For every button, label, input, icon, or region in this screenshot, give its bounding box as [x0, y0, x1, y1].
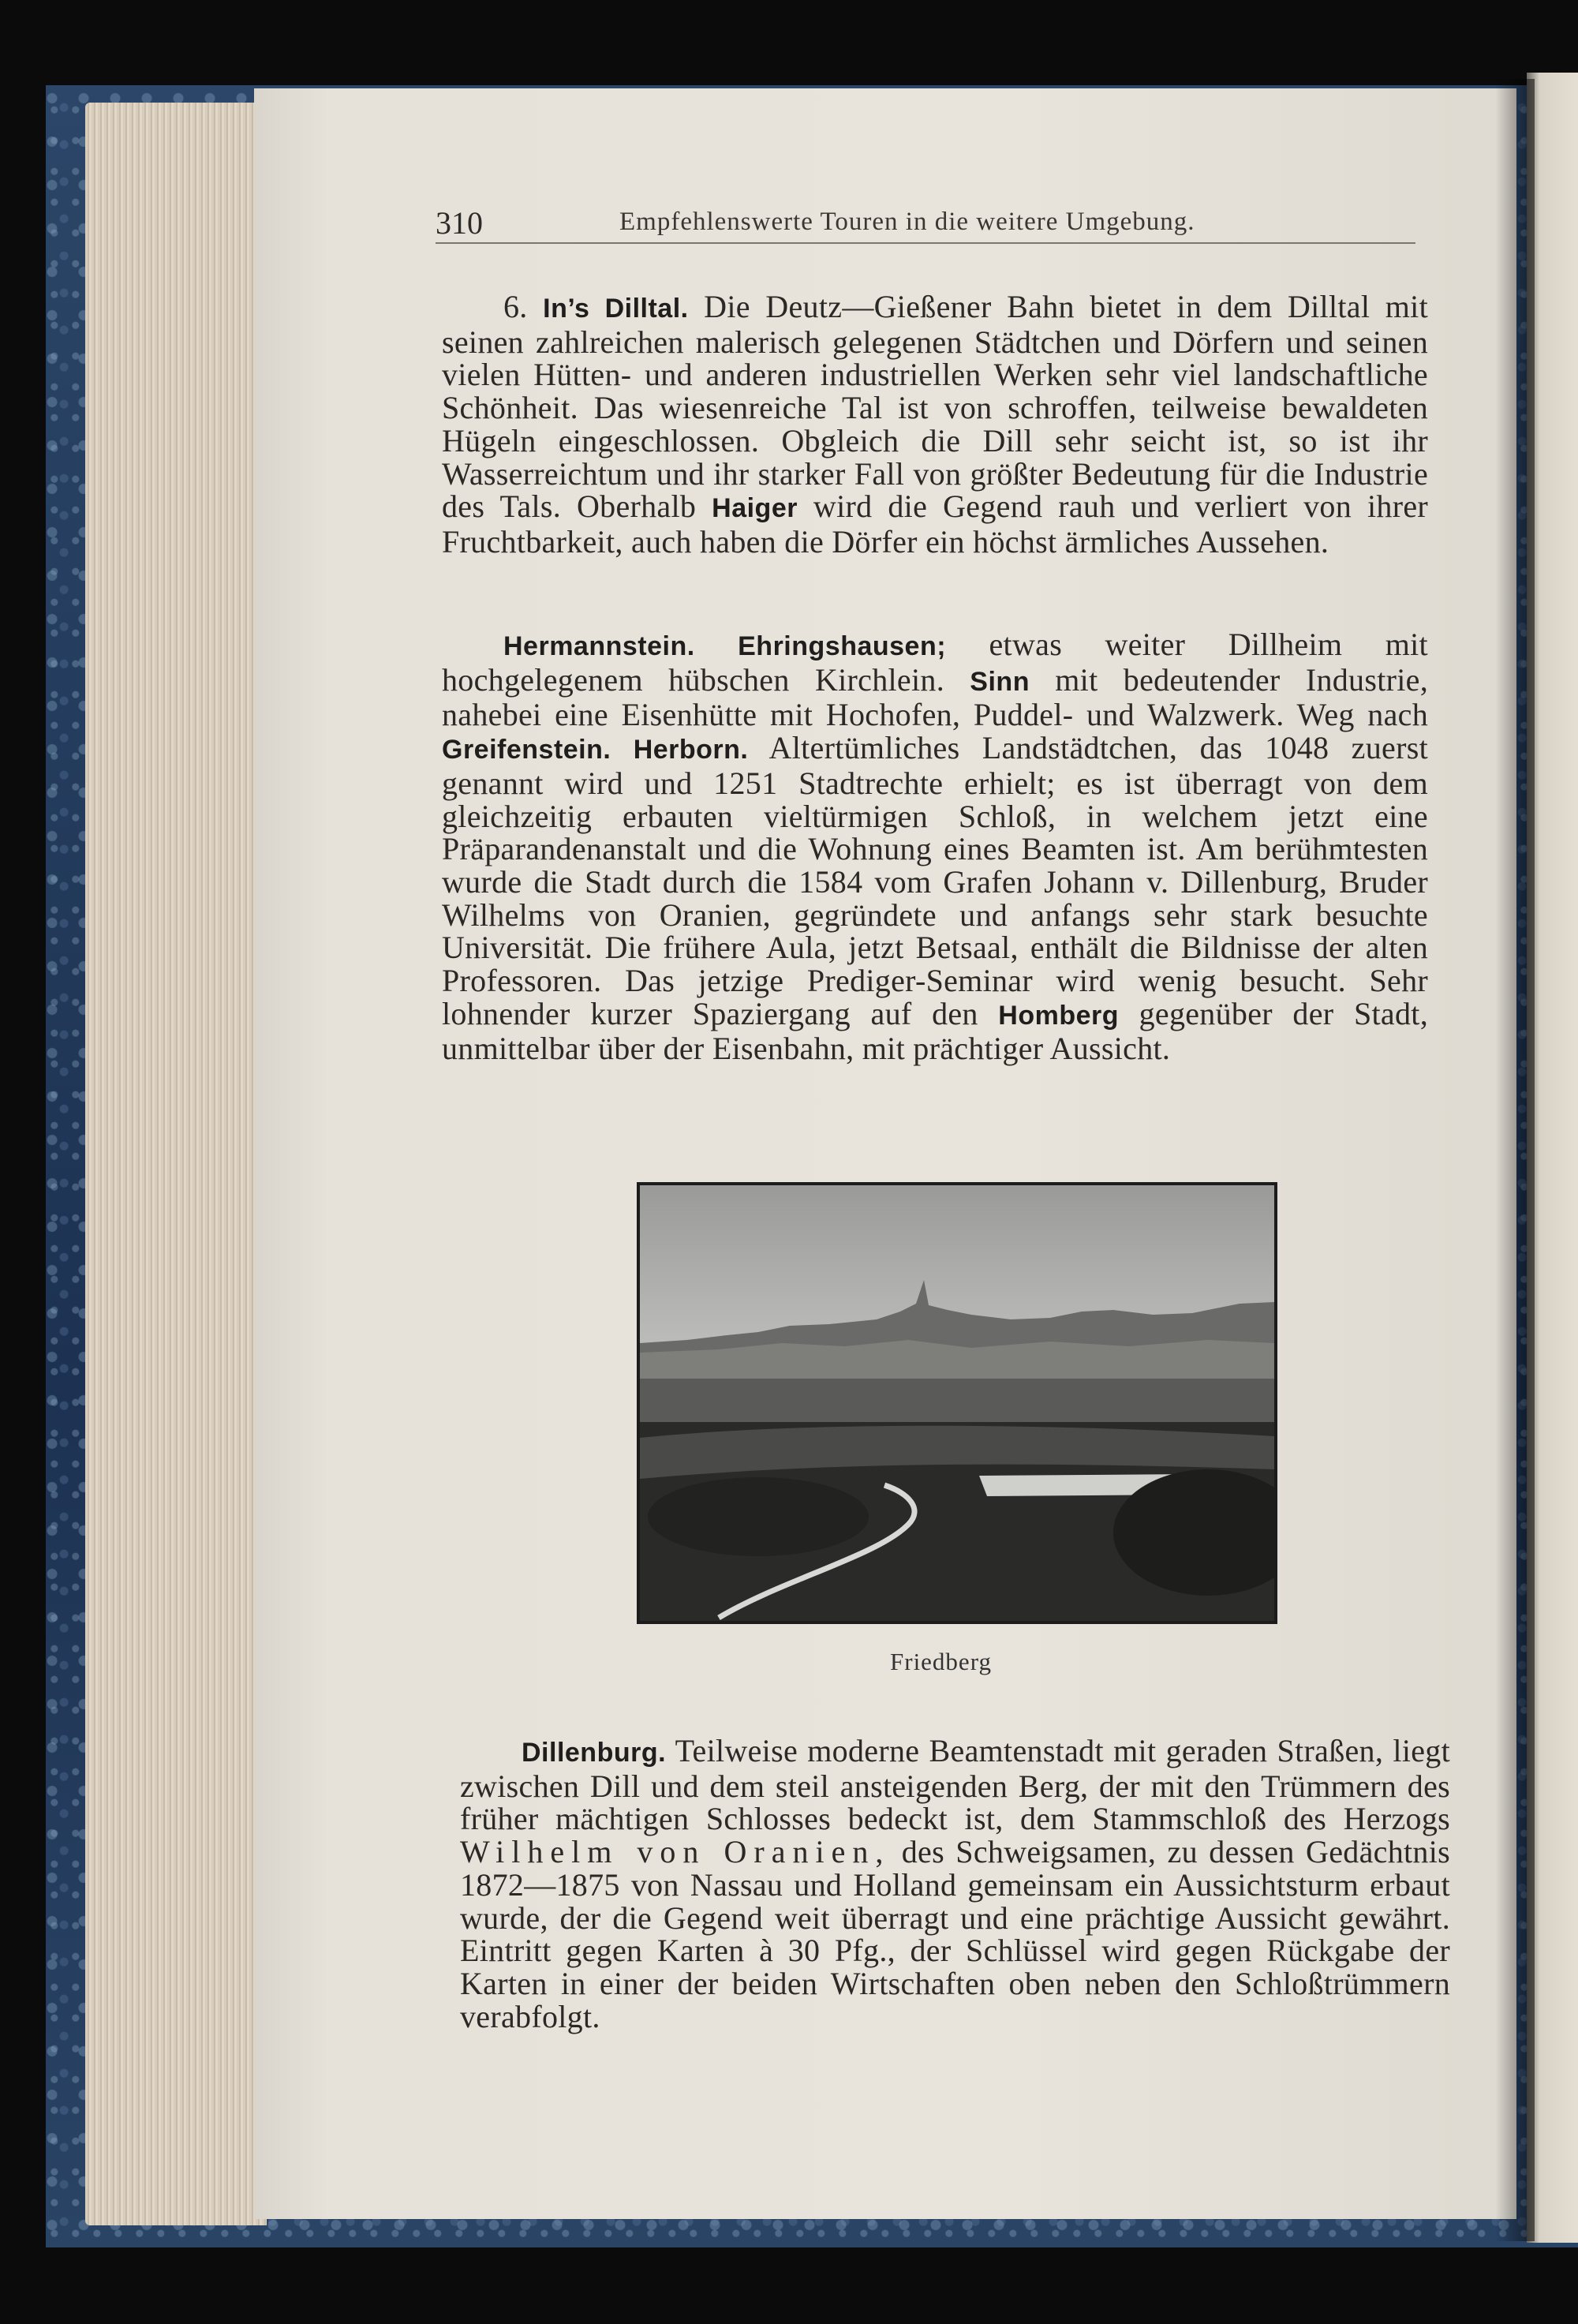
paragraph-dillenburg-text-1: Teilweise moderne Beamtenstadt mit geraden Straßen, liegt zwischen Dill und dem steil ansteigenden Berg, der mit den Trümmern des früher mächtigen Schlosses bedeckt ist, dem Stammschloß des Herzogs: [460, 1733, 1450, 1837]
heading-dilltal: In’s Dilltal.: [543, 294, 689, 324]
paragraph-herborn-text-4: gegenüber der Stadt, unmittelbar über der Eisenbahn, mit prächtiger Aussicht.: [442, 995, 1428, 1067]
page-edges: [85, 103, 267, 2225]
page-number: 310: [436, 205, 483, 241]
paragraph-dilltal-text-2: wird die Gegend rauh und verliert von ihrer Fruchtbarkeit, auch haben die Dörfer ein höchst ärmliches Aussehen.: [442, 488, 1428, 559]
place-greifenstein: Greifenstein.: [442, 735, 611, 765]
photo-friedberg: [637, 1182, 1277, 1624]
name-wilhelm-von-oranien: Wilhelm von Oranien,: [460, 1834, 891, 1870]
paragraph-dillenburg-text-2: des Schweigsamen, zu dessen Gedächtnis 1872—1875 von Nassau und Holland gemeinsam ein Aussichtsturm erbaut wurde, der die Gegend weit überragt und eine prächtige Aussicht gewährt. Eintritt gegen Karten à 30 Pfg., der Schlüssel wird gegen Rückgabe der Karten in einer der beiden Wirtschaften oben neben den Schloßtrümmern verabfolgt.: [460, 1834, 1450, 2034]
paragraph-herborn: [442, 628, 1428, 1065]
section-dilltal: [442, 290, 1428, 559]
place-hermannstein: Hermannstein.: [503, 631, 695, 661]
paragraph-herborn-text-1: etwas weiter Dillheim mit hochgelegenem hübschen Kirchlein.: [442, 627, 1428, 698]
figure-caption: Friedberg: [890, 1648, 992, 1675]
section-number: 6.: [503, 289, 528, 324]
paragraph-dillenburg: [460, 1735, 1450, 2033]
spine-shadow: [1495, 79, 1535, 2241]
place-homberg: Homberg: [998, 1000, 1120, 1031]
place-sinn: Sinn: [970, 666, 1030, 697]
page-header: [436, 201, 1415, 244]
paragraph-herborn-text-2: mit bedeutender Industrie, nahebei eine Eisenhütte mit Hochofen, Puddel- und Walzwerk. Weg nach: [442, 661, 1429, 733]
section-dillenburg: [460, 1735, 1450, 2033]
running-title: Empfehlenswerte Touren in die weitere Umgebung.: [619, 208, 1195, 236]
landscape-image: [640, 1185, 1274, 1621]
section-herborn: [442, 628, 1428, 1065]
place-ehringshausen: Ehringshausen;: [738, 631, 947, 661]
place-dillenburg: Dillenburg.: [522, 1738, 667, 1768]
paragraph-dilltal: [442, 290, 1428, 559]
place-haiger: Haiger: [712, 493, 798, 524]
paragraph-herborn-text-3: Altertümliches Landstädtchen, das 1048 zuerst genannt wird und 1251 Stadtrechte erhielt; es ist überragt von dem gleichzeitig erbauten vieltürmigen Schloß, in welchem jetzt eine Präparandenanstalt und die Wohnung eines Beamten ist. Am berühmtesten wurde die Stadt durch die 1584 vom Grafen Johann v. Dillenburg, Bruder Wilhelms von Oranien, gegründete und anfangs sehr stark besuchte Universität. Die frühere Aula, jetzt Betsaal, enthält die Bildnisse der alten Professoren. Das jetzige Prediger-Seminar wird wenig besucht. Sehr lohnender kurzer Spaziergang auf den: [442, 730, 1428, 1031]
place-herborn: Herborn.: [633, 735, 749, 765]
paragraph-dilltal-text-1: Die Deutz—Gießener Bahn bietet in dem Dilltal mit seinen zahlreichen malerisch gelegenen Städtchen und Dörfern und seinen vielen Hütten- und anderen industriellen Werken sehr viel landschaftliche Schönheit. Das wiesenreiche Tal ist von schroffen, teilweise bewaldeten Hügeln eingeschlossen. Obgleich die Dill sehr seicht ist, so ist ihr Wasserreichtum und ihr starker Fall von größter Bedeutung für die Industrie des Tals. Oberhalb: [442, 289, 1428, 525]
